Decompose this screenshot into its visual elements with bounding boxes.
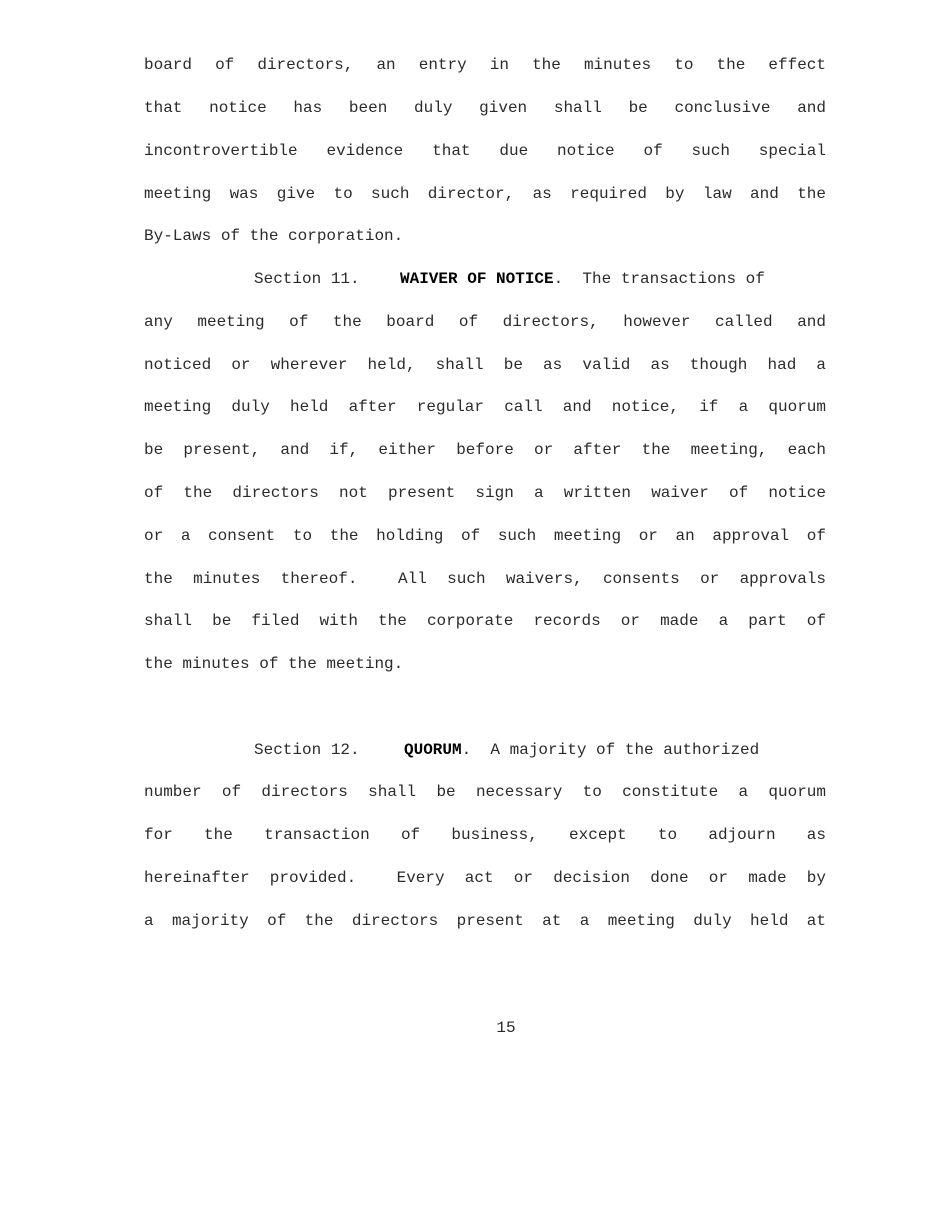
page-number: 15	[496, 1019, 516, 1037]
text-line: noticed or wherever held, shall be as valid as though had a	[144, 356, 826, 374]
text-line: By-Laws of the corporation.	[144, 227, 404, 245]
text-line: any meeting of the board of directors, however called and	[144, 313, 826, 331]
text-line: the minutes of the meeting.	[144, 655, 404, 673]
text-line: incontrovertible evidence that due notice of such special	[144, 142, 826, 160]
text-line: of the directors not present sign a written waiver of notice	[144, 484, 826, 502]
text-line: meeting duly held after regular call and notice, if a quorum	[144, 398, 826, 416]
section-11-label: Section 11.	[254, 270, 360, 288]
section-12-label: Section 12.	[254, 741, 360, 759]
section-11-heading: WAIVER OF NOTICE	[400, 270, 554, 288]
text-line: that notice has been duly given shall be conclusive and	[144, 99, 826, 117]
text-line: be present, and if, either before or after the meeting, each	[144, 441, 826, 459]
section-11-intro: . The transactions of	[553, 270, 765, 288]
section-12-heading: QUORUM	[404, 741, 462, 759]
text-line: number of directors shall be necessary to constitute a quorum	[144, 783, 826, 801]
text-line: shall be filed with the corporate records or made a part of	[144, 612, 826, 630]
section-12-intro: . A majority of the authorized	[461, 741, 760, 759]
text-line: the minutes thereof. All such waivers, consents or approvals	[144, 570, 826, 588]
text-line: board of directors, an entry in the minutes to the effect	[144, 56, 826, 74]
text-line: a majority of the directors present at a meeting duly held at	[144, 912, 826, 930]
text-line: or a consent to the holding of such meeting or an approval of	[144, 527, 826, 545]
section-11-first-line	[144, 269, 826, 289]
text-line: meeting was give to such director, as required by law and the	[144, 185, 826, 203]
text-line: for the transaction of business, except to adjourn as	[144, 826, 826, 844]
section-12-first-line	[144, 740, 826, 760]
text-line: hereinafter provided. Every act or decision done or made by	[144, 869, 826, 887]
